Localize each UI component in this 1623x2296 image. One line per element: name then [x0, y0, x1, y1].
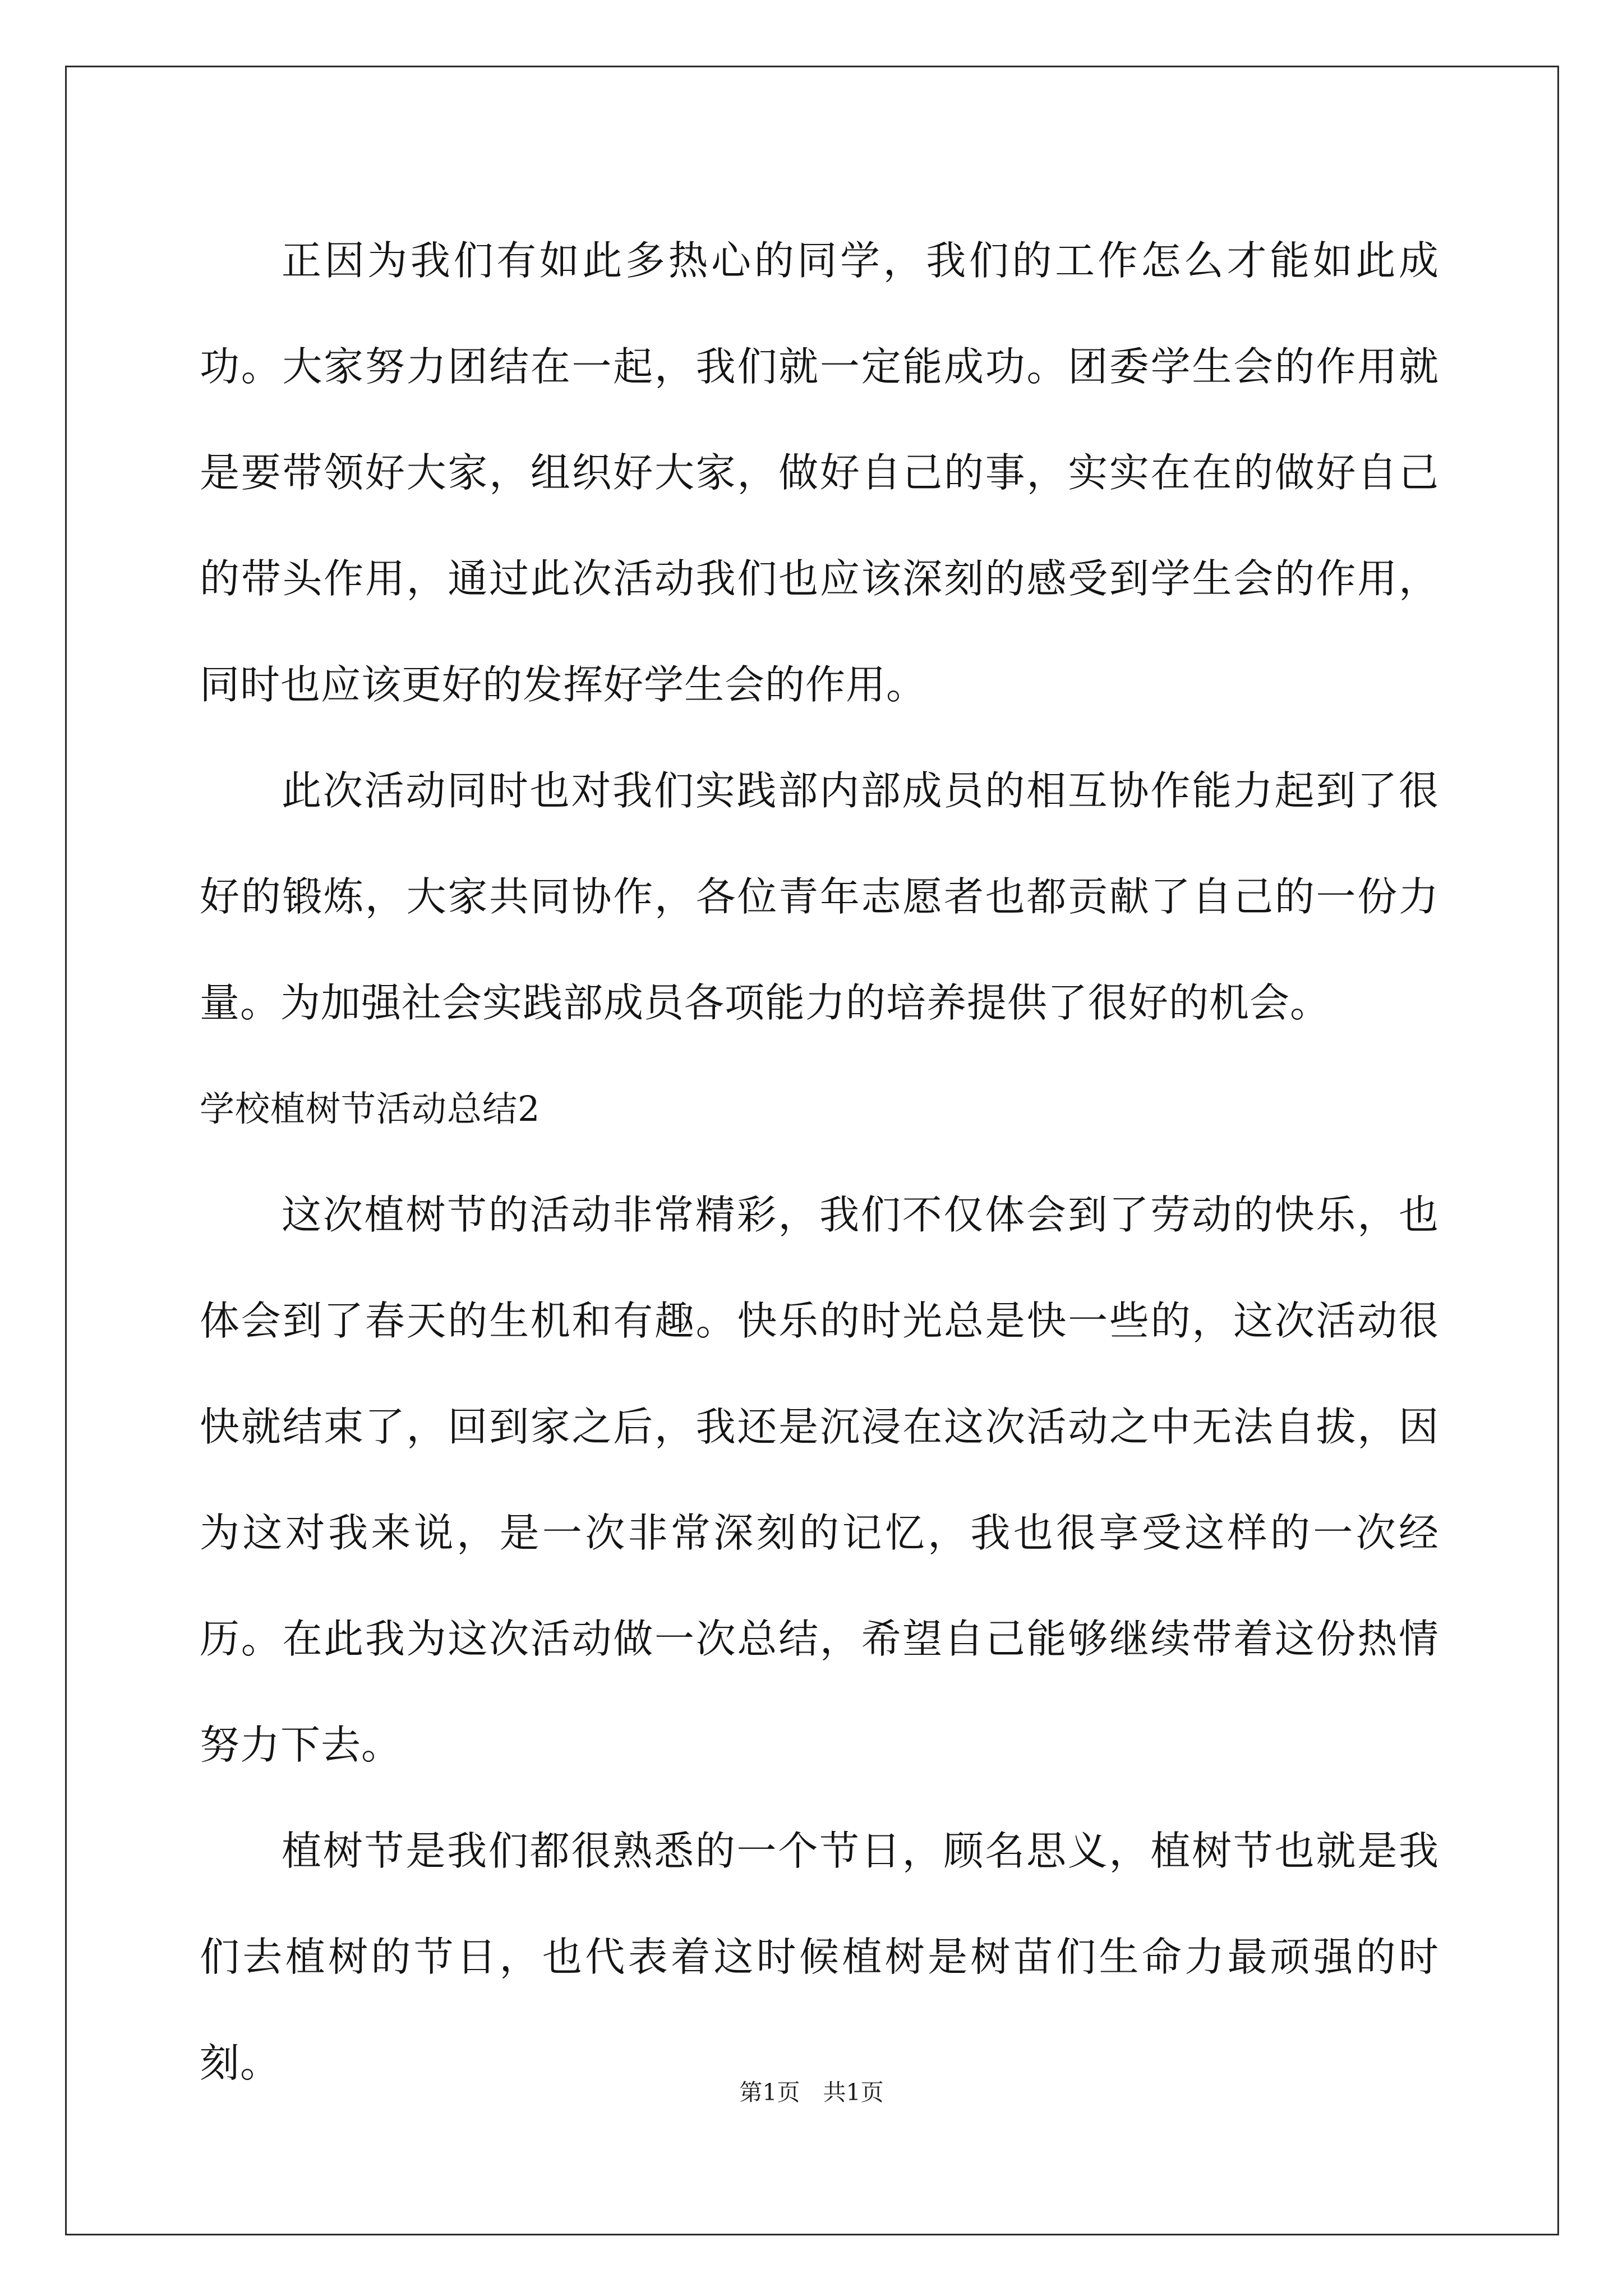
paragraph-3: 这次植树节的活动非常精彩，我们不仅体会到了劳动的快乐，也体会到了春天的生机和有趣。快乐的时光总是快一些的，这次活动很快就结束了，回到家之后，我还是沉浸在这次活动之中无法自拔，因为这对我来说，是一次非常深刻的记忆，我也很享受这样的一次经历。在此我为这次活动做一次总结，希望自己能够继续带着这份热情努力下去。 [200, 1191, 1439, 1768]
document-body [200, 208, 1439, 2116]
page-footer: 第1页 共1页 [739, 2079, 884, 2106]
paragraph-1: 正因为我们有如此多热心的同学，我们的工作怎么才能如此成功。大家努力团结在一起，我们就一定能成功。团委学生会的作用就是要带领好大家，组织好大家，做好自己的事，实实在在的做好自己的带头作用，通过此次活动我们也应该深刻的感受到学生会的作用，同时也应该更好的发挥好学生会的作用。 [200, 237, 1439, 708]
paragraph-4: 植树节是我们都很熟悉的一个节日，顾名思义，植树节也就是我们去植树的节日，也代表着这时候植树是树苗们生命力最顽强的时刻。 [200, 1828, 1439, 2086]
paragraph-2: 此次活动同时也对我们实践部内部成员的相互协作能力起到了很好的锻炼，大家共同协作，各位青年志愿者也都贡献了自己的一份力量。为加强社会实践部成员各项能力的培养提供了很好的机会。 [200, 767, 1439, 1026]
section-heading: 学校植树节活动总结2 [200, 1088, 541, 1129]
